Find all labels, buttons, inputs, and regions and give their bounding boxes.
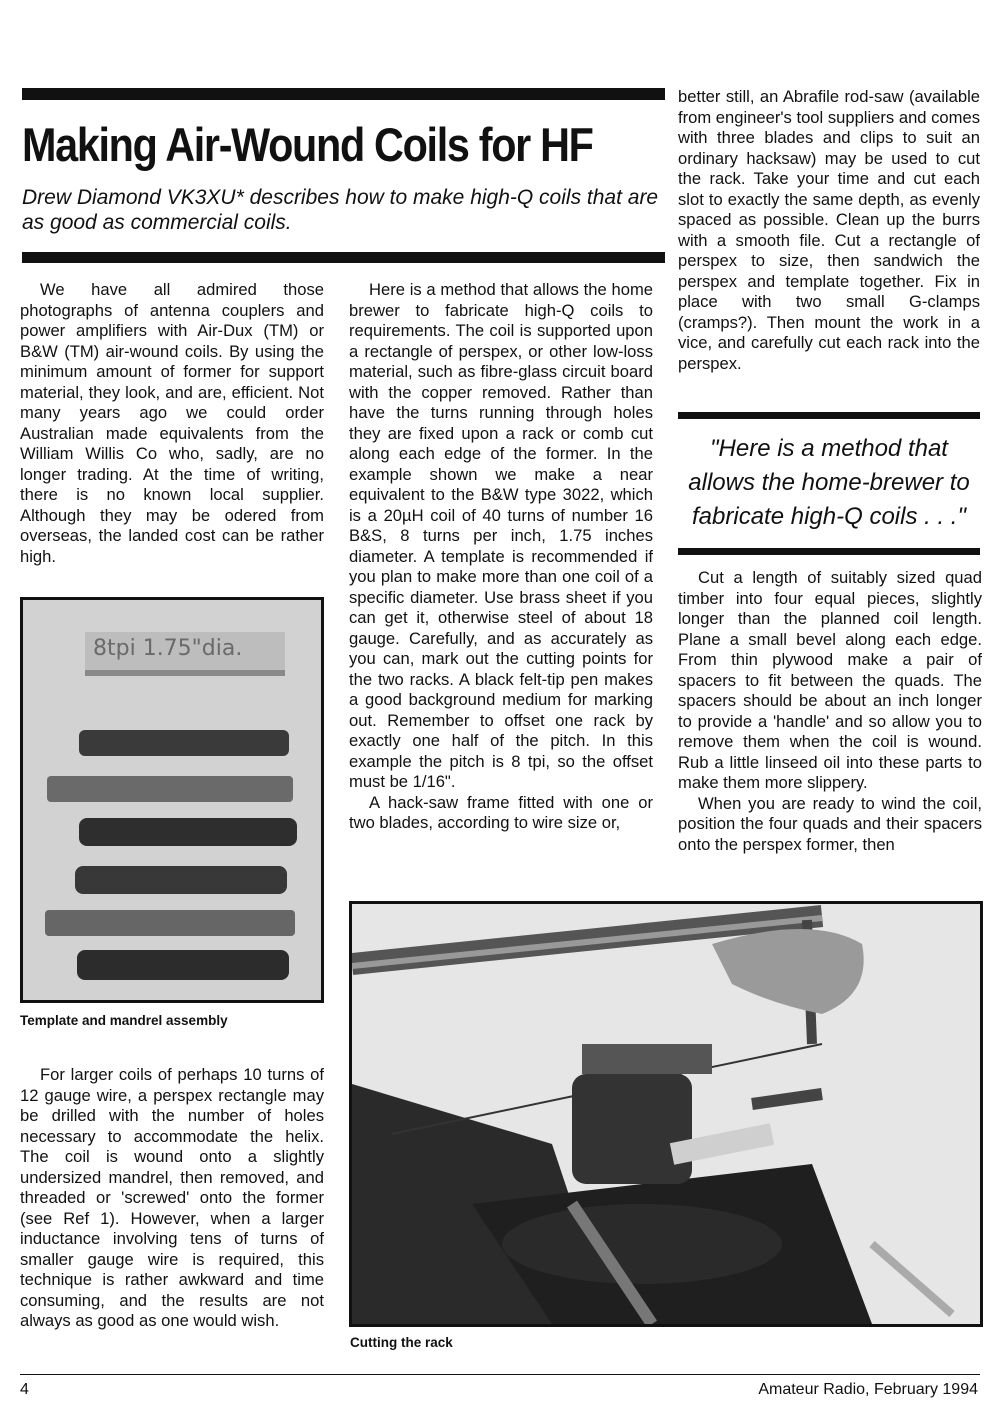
column2-paragraph-1: Here is a method that allows the home brewer to fabricate high-Q coils to requirements. The coil is supported upon a rectangle of perspex, or other low-loss material, such as fibre-glass circuit board with the copper removed. Rather than have the turns running through holes they are fixed upon a rack or comb cut along each edge of the former. In the example shown we make a near equivalent to the B&W type 3022, which is a 20µH coil of 40 turns of number 16 B&S, 8 turns per inch, 1.75 inches diameter. A template is recommended if you plan to make more than one coil of a specific diameter. Use brass sheet if you can get it, otherwise steel of about 18 gauge. Carefully, and as accurately as you can, mark out the cutting points for the two racks. A black felt-tip pen makes a good background medium for marking out. Remember to offset one rack by exactly one half of the pitch. In this example the pitch is 8 tpi, so the offset must be 1/16".: [349, 280, 653, 791]
article-standfirst: Drew Diamond VK3XU* describes how to make high-Q coils that are as good as commercial coils.: [22, 186, 659, 234]
template-caption: Template and mandrel assembly: [20, 1013, 228, 1028]
column1-text-bottom: [20, 1065, 324, 1332]
rack-photo-drawing: [352, 904, 980, 1324]
column3-paragraph-1: better still, an Abrafile rod-saw (available from engineer's tool suppliers and comes with three blades and clips to suit an ordinary hacksaw) may be used to cut the rack. Take your time and cut each slot to exactly the same depth, as evenly spaced as possible. Clean up the burrs with a smooth file. Cut a rectangle of perspex to size, then sandwich the perspex and template together. Fix in place with two small G-clamps (cramps?). Then mount the work in a vice, and carefully cut each rack into the perspex.: [678, 87, 981, 373]
pullquote: "Here is a method that allows the home-brewer to fabricate high-Q coils . . .": [688, 435, 970, 530]
article-title: Making Air-Wound Coils for HF: [22, 118, 593, 171]
template-photo: [20, 597, 324, 1003]
column1-text-top: [20, 280, 324, 567]
column3-text-bottom: [678, 568, 982, 855]
pullquote-rule-top: [678, 412, 980, 419]
column2-text: [349, 280, 653, 834]
standfirst-rule: [22, 252, 665, 263]
column2-paragraph-2: A hack-saw frame fitted with one or two blades, according to wire size or,: [349, 792, 653, 832]
column3-text-top: [678, 87, 980, 374]
column1-paragraph-1: We have all admired those photographs of antenna couplers and power amplifiers with Air-Dux (TM) or B&W (TM) air-wound coils. By using the minimum amount of former for support material, they look, and are, efficient. Not many years ago we could order Australian made equivalents from the William Willis Co who, sadly, are no longer trading. At the time of writing, there is no known local supplier. Although they may be odered from overseas, the landed cost can be rather high.: [20, 280, 324, 566]
column3-paragraph-2: Cut a length of suitably sized quad timber into four equal pieces, slightly longer than the planned coil length. Plane a small bevel along each edge. From thin plywood make a pair of spacers to fit between the quads. The spacers should be about an inch longer to provide a 'handle' and so allow you to remove them when the coil is wound. Rub a little linseed oil into these parts to make them more slippery.: [678, 568, 982, 792]
template-label: 8tpi 1.75"dia.: [93, 636, 243, 661]
footer-rule: [20, 1374, 980, 1375]
column1-paragraph-2: For larger coils of perhaps 10 turns of 12 gauge wire, a perspex rectangle may be drilled with the number of holes necessary to accommodate the helix. The coil is wound onto a slightly undersized mandrel, then removed, and threaded or 'screwed' onto the former (see Ref 1). However, when a larger inductance involving tens of turns of smaller gauge wire is required, this technique is rather awkward and time consuming, and the results are not always as good as one would wish.: [20, 1065, 324, 1330]
column3-paragraph-3: When you are ready to wind the coil, position the four quads and their spacers onto the perspex former, then: [678, 793, 982, 854]
page-number: 4: [20, 1381, 29, 1398]
rack-caption: Cutting the rack: [350, 1335, 453, 1350]
pullquote-rule-bottom: [678, 548, 980, 555]
rack-photo: [349, 901, 983, 1327]
top-rule: [22, 88, 665, 100]
publication-footer: Amateur Radio, February 1994: [758, 1381, 978, 1398]
